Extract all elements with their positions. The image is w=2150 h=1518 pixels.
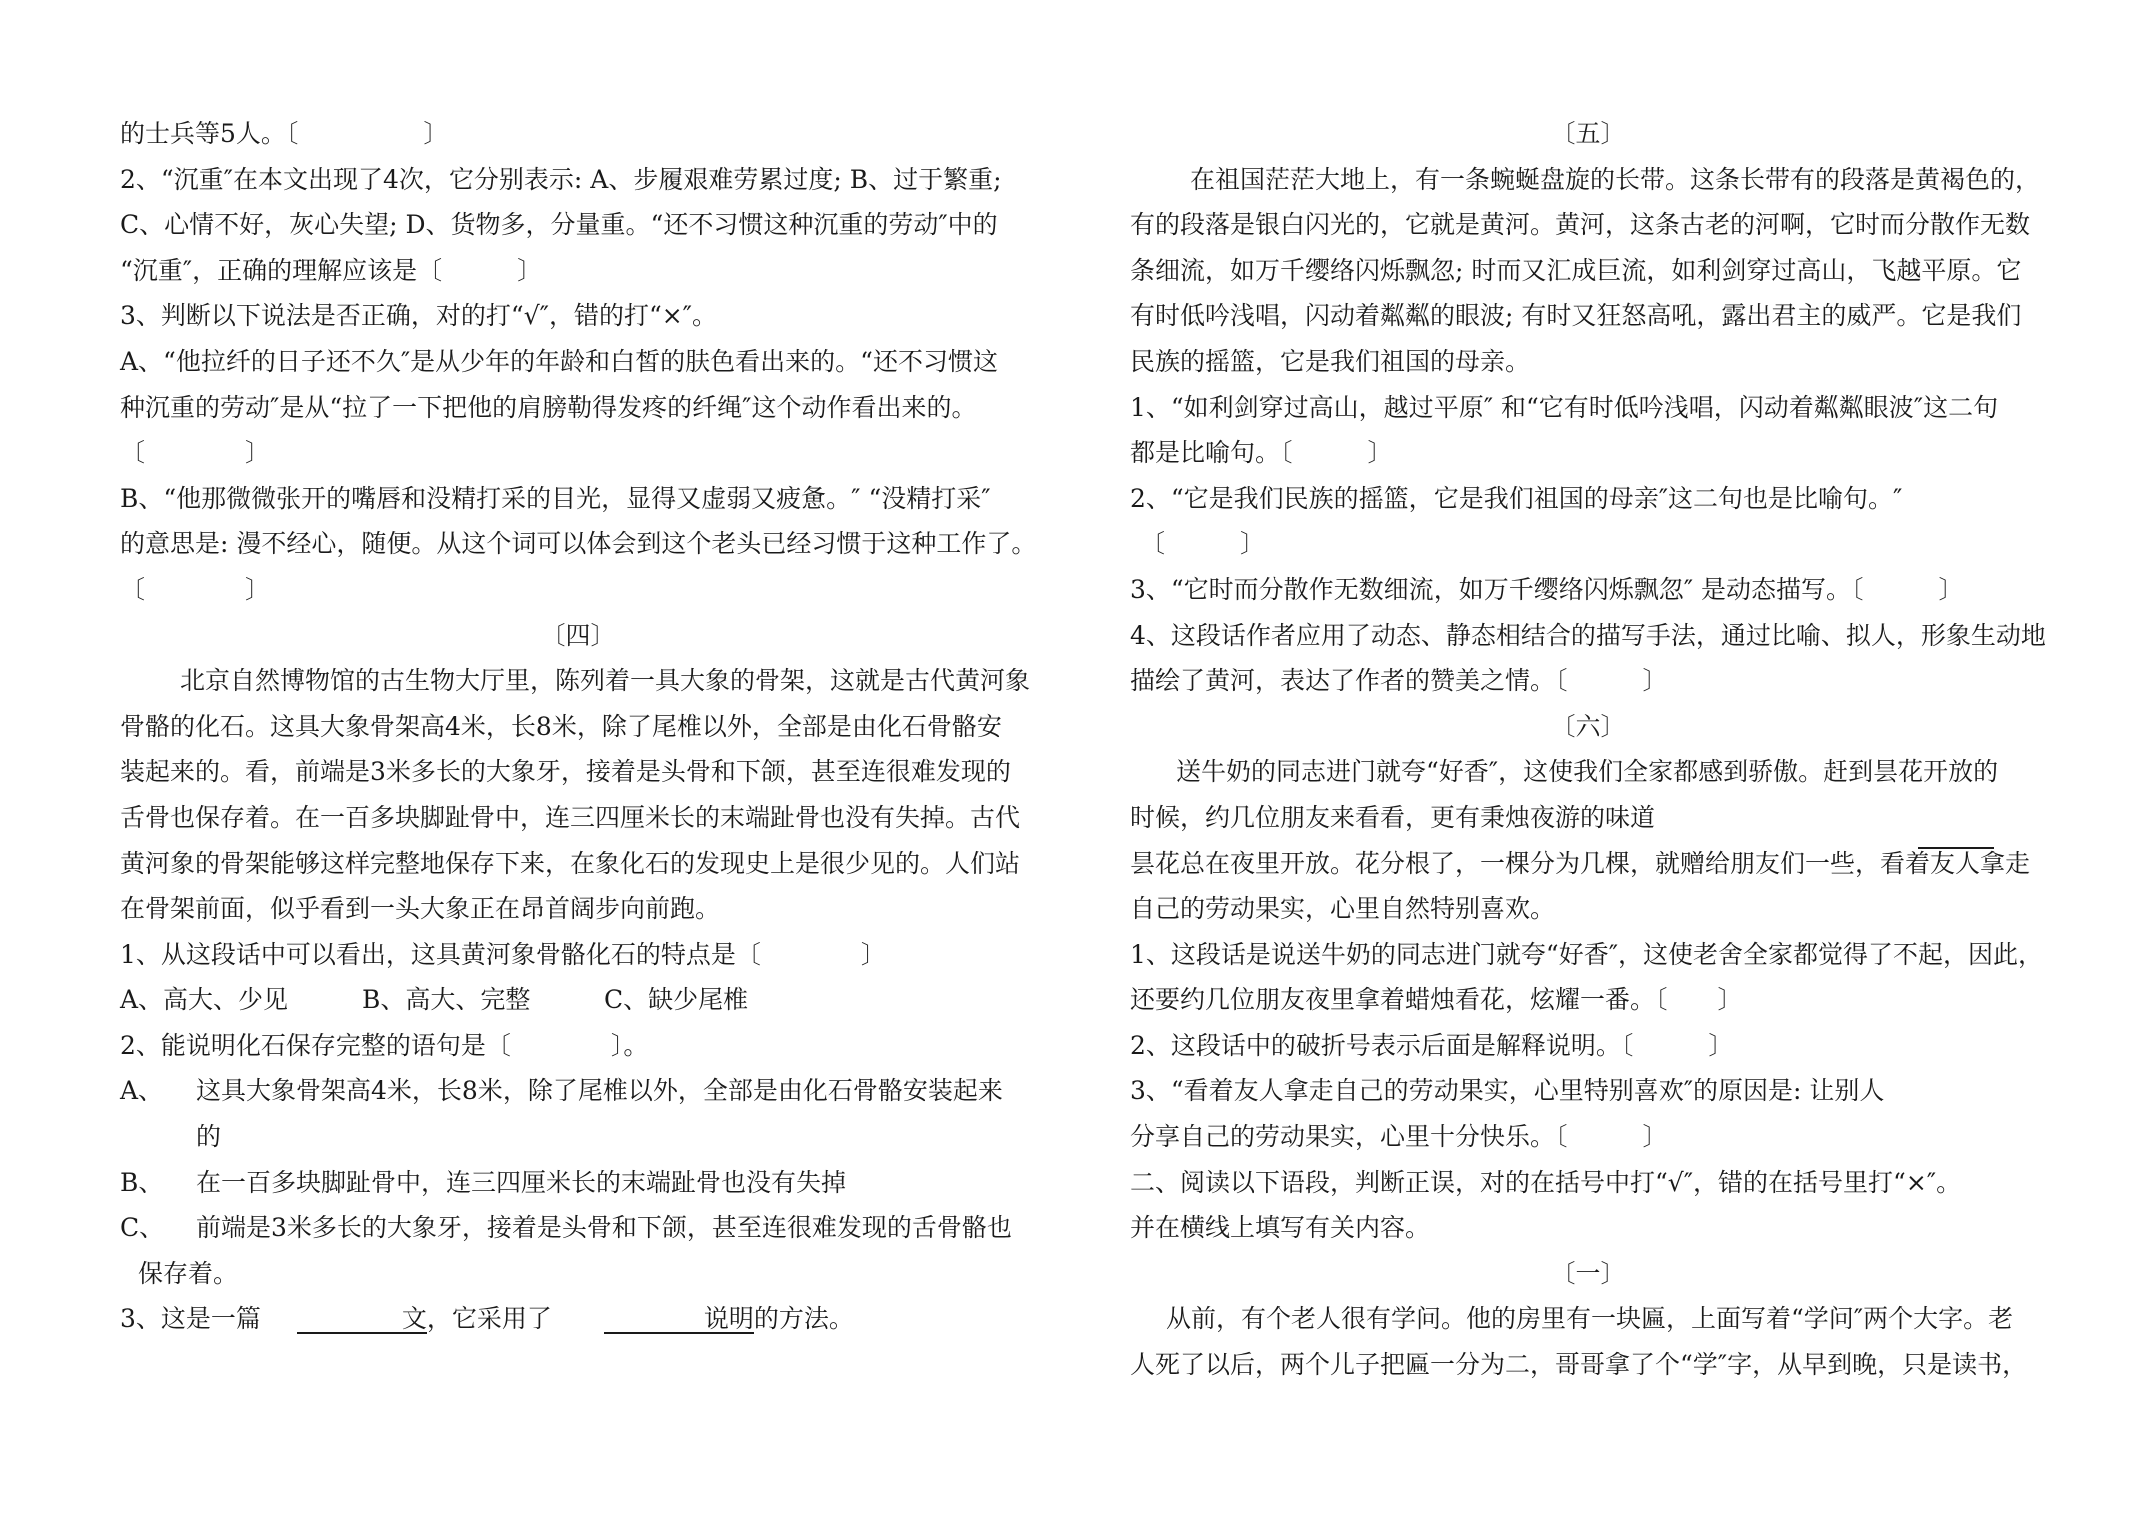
text-line: 分享自己的劳动果实，心里十分快乐。〔 〕	[1130, 1122, 1668, 1152]
question-3: 3、“看着友人拿走自己的劳动果实，心里特别喜欢″的原因是: 让别人	[1130, 1076, 1885, 1106]
right-column	[1130, 111, 2046, 1388]
passage-line: 黄河象的骨架能够这样完整地保存下来，在象化石的发现史上是很少见的。人们站	[120, 848, 1021, 878]
text-line: 还要约几位朋友夜里拿着蜡烛看花，炫耀一番。〔 〕	[1130, 985, 1743, 1015]
fill-suffix: 的方法。	[753, 1304, 854, 1334]
fill-middle: ，它采用了	[426, 1304, 552, 1334]
option-continuation: 保存着。	[138, 1258, 239, 1288]
choice-a: A、高大、少见	[120, 985, 289, 1015]
passage-line: 北京自然博物馆的古生物大厅里，陈列着一具大象的骨架，这就是古代黄河象	[180, 666, 1031, 696]
question-2b: 2、能说明化石保存完整的语句是〔 〕。	[120, 1030, 649, 1060]
passage-line: 条细流，如万千缨络闪烁飘忽; 时而又汇成巨流，如利剑穿过高山，飞越平原。它	[1130, 255, 2022, 285]
option-label: C、	[120, 1213, 165, 1243]
passage-line: 有时低吟浅唱，闪动着粼粼的眼波; 有时又狂怒高吼，露出君主的威严。它是我们	[1130, 301, 2022, 331]
section-heading-1: 〔一〕	[1550, 1258, 1626, 1288]
question-3: 3、“它时而分散作无数细流，如万千缨络闪烁飘忽″ 是动态描写。〔 〕	[1130, 574, 1964, 604]
choice-c: C、缺少尾椎	[604, 985, 749, 1015]
section-heading-6: 〔六〕	[1550, 711, 1626, 741]
fill-blank-2[interactable]	[604, 1296, 754, 1334]
passage-line: 人死了以后，两个儿子把匾一分为二，哥哥拿了个“学″字，从早到晚，只是读书，	[1130, 1350, 2028, 1380]
passage-line: 骨骼的化石。这具大象骨架高4米，长8米，除了尾椎以外，全部是由化石骨骼安	[120, 711, 1002, 741]
question-1: 1、“如利剑穿过高山，越过平原″ 和“它有时低吟浅唱，闪动着粼粼眼波″这二句	[1130, 392, 1999, 422]
answer-bracket: 〔 〕	[120, 574, 271, 604]
part-two-instruction: 二、阅读以下语段，判断正误，对的在括号中打“√″，错的在括号里打“×″。	[1130, 1167, 1962, 1197]
passage-line: 在骨架前面，似乎看到一头大象正在昂首阔步向前跑。	[120, 894, 721, 924]
text-line: 的意思是: 漫不经心，随便。从这个词可以体会到这个老头已经习惯于这种工作了。	[120, 529, 1037, 559]
passage-line: 昙花总在夜里开放。花分根了，一棵分为几棵，就赠给朋友们一些，看着友人拿走	[1130, 848, 2031, 878]
text-line: 种沉重的劳动″是从“拉了一下把他的肩膀勒得发疼的纤绳″这个动作看出来的。	[120, 392, 977, 422]
text-line: 都是比喻句。〔 〕	[1130, 438, 1393, 468]
option-label: A、	[120, 1076, 164, 1106]
option-text: 前端是3米多长的大象牙，接着是头骨和下颌，甚至连很难发现的舌骨骼也	[196, 1213, 1012, 1243]
option-text: 在一百多块脚趾骨中，连三四厘米长的末端趾骨也没有失掉	[196, 1167, 847, 1197]
text-line: C、心情不好，灰心失望; D、货物多，分量重。“还不习惯这种沉重的劳动″中的	[120, 210, 998, 240]
question-2: 2、“它是我们民族的摇篮，它是我们祖国的母亲″这二句也是比喻句。″	[1130, 483, 1903, 513]
passage-line: 自己的劳动果实，心里自然特别喜欢。	[1130, 894, 1556, 924]
option-text: 这具大象骨架高4米，长8米，除了尾椎以外，全部是由化石骨骼安装起来	[196, 1076, 1003, 1106]
statement-b: B、“他那微微张开的嘴唇和没精打采的目光，显得又虚弱又疲惫。″ “没精打采″	[120, 483, 991, 513]
passage-line: 时候，约几位朋友来看看，更有秉烛夜游的味道	[1130, 802, 1656, 832]
text-line: 描绘了黄河，表达了作者的赞美之情。〔 〕	[1130, 666, 1668, 696]
passage-line: 民族的摇篮，它是我们祖国的母亲。	[1130, 346, 1531, 376]
option-a	[120, 1068, 1036, 1114]
option-continuation: 的	[196, 1122, 222, 1152]
text-line: 并在横线上填写有关内容。	[1130, 1213, 1431, 1243]
choice-b: B、高大、完整	[362, 985, 531, 1015]
option-label: B、	[120, 1167, 164, 1197]
option-c	[120, 1205, 1036, 1251]
passage-line: 送牛奶的同志进门就夸“好香″，这使我们全家都感到骄傲。赶到昙花开放的	[1176, 757, 1999, 787]
question-3b	[120, 1296, 1036, 1342]
passage-line: 从前，有个老人很有学问。他的房里有一块匾，上面写着“学问″两个大字。老	[1166, 1304, 2014, 1334]
fill-blank-2-text: 说明	[703, 1304, 754, 1334]
text-line: 的士兵等5人。〔 〕	[120, 119, 449, 148]
question-2: 2、“沉重″在本文出现了4次，它分别表示: A、步履艰难劳累过度; B、过于繁重;	[120, 164, 1002, 194]
question-1: 1、从这段话中可以看出，这具黄河象骨骼化石的特点是〔 〕	[120, 939, 886, 969]
fill-prefix: 3、这是一篇	[120, 1304, 261, 1334]
question-1: 1、这段话是说送牛奶的同志进门就夸“好香″，这使老舍全家都觉得了不起，因此，	[1130, 939, 2044, 969]
question-2: 2、这段话中的破折号表示后面是解释说明。〔 〕	[1130, 1030, 1734, 1060]
question-3: 3、判断以下说法是否正确，对的打“√″，错的打“×″。	[120, 301, 718, 331]
fill-blank-1-text: 文	[401, 1304, 427, 1334]
passage-line: 装起来的。看，前端是3米多长的大象牙，接着是头骨和下颌，甚至连很难发现的	[120, 757, 1011, 787]
answer-bracket: 〔 〕	[1140, 529, 1266, 559]
section-heading-5: 〔五〕	[1550, 119, 1626, 148]
answer-bracket: 〔 〕	[120, 438, 271, 468]
fill-blank-1[interactable]	[297, 1296, 427, 1334]
section-heading-4: 〔四〕	[540, 620, 616, 650]
text-line: “沉重″，正确的理解应该是〔 〕	[120, 255, 543, 285]
passage-line: 在祖国茫茫大地上，有一条蜿蜒盘旋的长带。这条长带有的段落是黄褐色的，	[1190, 164, 2041, 194]
passage-line: 舌骨也保存着。在一百多块脚趾骨中，连三四厘米长的末端趾骨也没有失掉。古代	[120, 802, 1021, 832]
passage-line: 有的段落是银白闪光的，它就是黄河。黄河，这条古老的河啊，它时而分散作无数	[1130, 210, 2031, 240]
left-column	[120, 111, 1036, 1342]
choice-row	[120, 977, 1036, 1023]
blank-underline	[1918, 847, 1994, 849]
question-4: 4、这段话作者应用了动态、静态相结合的描写手法，通过比喻、拟人，形象生动地	[1130, 620, 2046, 650]
statement-a: A、“他拉纤的日子还不久″是从少年的年龄和白皙的肤色看出来的。“还不习惯这	[120, 346, 998, 376]
option-b	[120, 1160, 1036, 1206]
